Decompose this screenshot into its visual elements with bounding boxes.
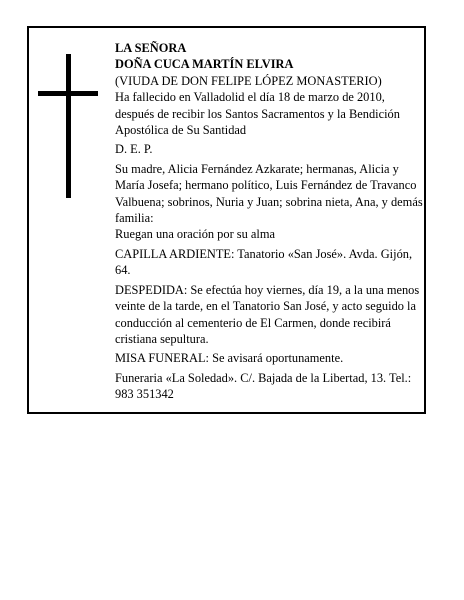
obituary-title: LA SEÑORA — [115, 41, 187, 55]
latin-cross-icon — [38, 54, 98, 198]
death-notice: Ha fallecido en Valladolid el día 18 de marzo de 2010, después de recibir los Santos Sacramentos y la Bendición Apostólica de Su Santidad — [115, 90, 400, 138]
rip-abbreviation: D. E. P. — [115, 142, 153, 157]
cross-horizontal-bar — [38, 91, 98, 96]
obituary-notice — [27, 26, 426, 414]
cross-vertical-bar — [66, 54, 71, 198]
prayer-request: Ruegan una oración por su alma — [115, 227, 275, 242]
chapel-info: CAPILLA ARDIENTE: Tanatorio «San José». Avda. Gijón, 64. — [115, 246, 413, 278]
family-list: Su madre, Alicia Fernández Azkarate; hermanas, Alicia y María Josefa; hermano político, Luis Fernández de Travanco Valbuena; sobrinos, Nuria y Juan; sobrina nieta, Ana, y demás familia: — [115, 161, 423, 226]
funeral-home-info: Funeraria «La Soledad». C/. Bajada de la Libertad, 13. Tel.: 983 351342 — [115, 370, 412, 402]
deceased-name: DOÑA CUCA MARTÍN ELVIRA — [115, 57, 294, 72]
obituary-text — [115, 40, 425, 406]
widow-of: (VIUDA DE DON FELIPE LÓPEZ MONASTERIO) — [115, 73, 382, 88]
funeral-mass-info: MISA FUNERAL: Se avisará oportunamente. — [115, 351, 344, 366]
farewell-info: DESPEDIDA: Se efectúa hoy viernes, día 19, a la una menos veinte de la tarde, en el Tanatorio San José, y acto seguido la conducción al cementerio de El Carmen, donde recibirá cristiana sepultura. — [115, 282, 420, 346]
